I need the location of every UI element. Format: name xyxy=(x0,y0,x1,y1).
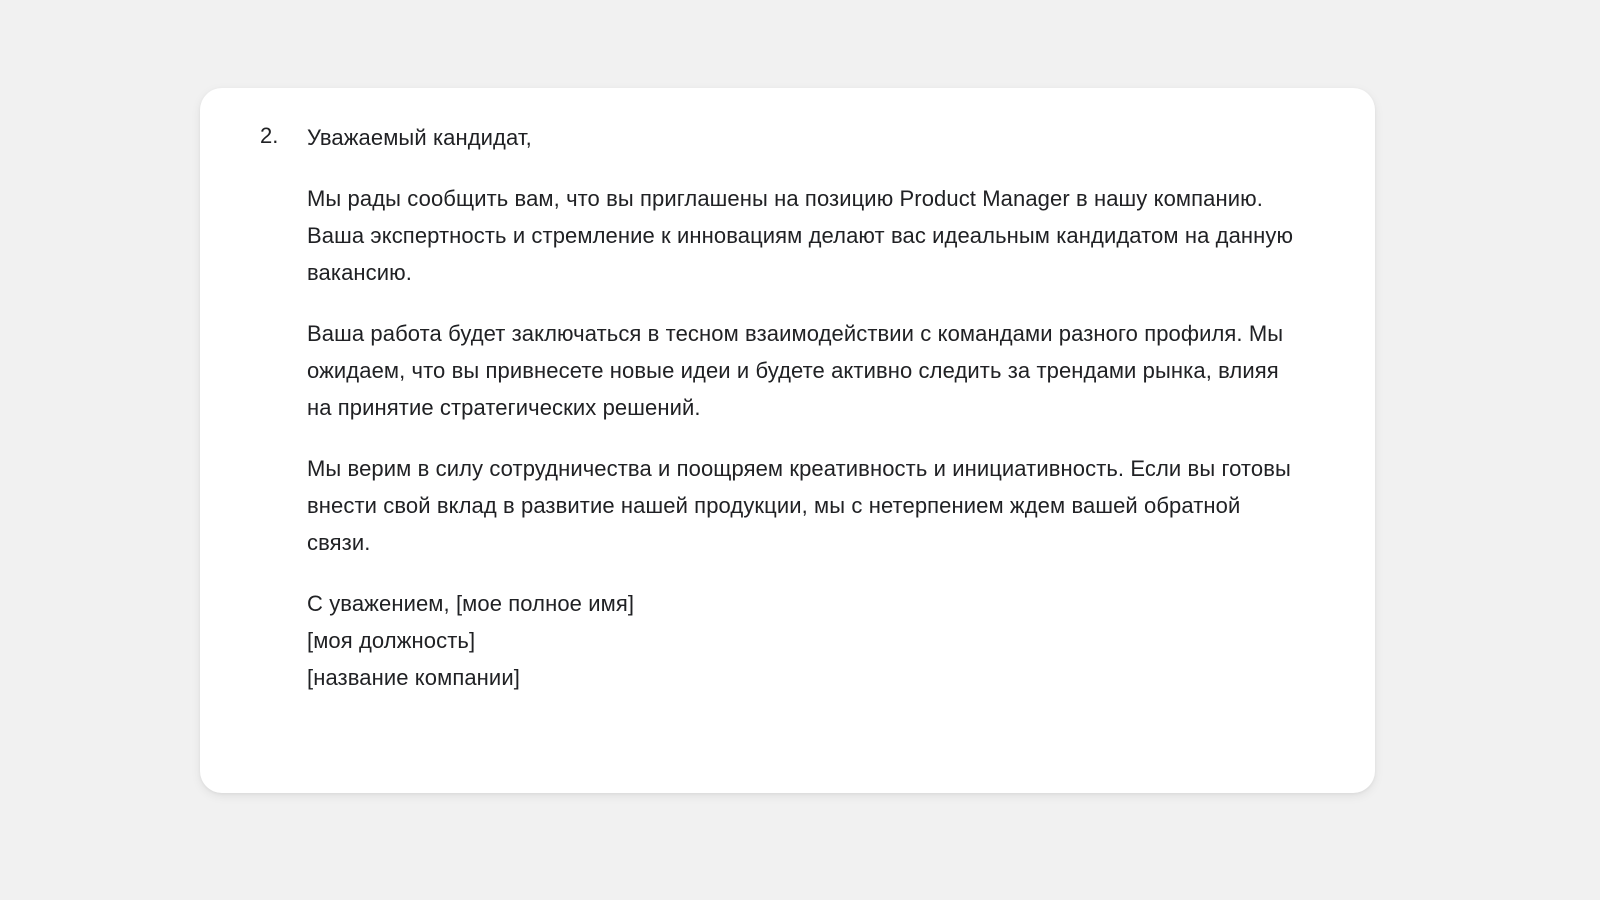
greeting-text: Уважаемый кандидат, xyxy=(307,125,532,150)
body-paragraph-2: Ваша работа будет заключаться в тесном взаимодействии с командами разного профиля. Мы ожидаем, что вы привнесете новые идеи и будете активно следить за трендами рынка, влияя на принятие стратегических решений. xyxy=(307,321,1284,420)
document-card xyxy=(200,88,1375,793)
body-paragraph-1: Мы рады сообщить вам, что вы приглашены на позицию Product Manager в нашу компанию. Ваша экспертность и стремление к инновациям делают вас идеальным кандидатом на данную вакансию. xyxy=(307,186,1294,285)
signature-block xyxy=(307,585,1297,696)
list-item xyxy=(200,88,1375,696)
numbered-list xyxy=(200,88,1375,696)
signature-line-company: [название компании] xyxy=(307,665,520,690)
body-paragraph-3: Мы верим в силу сотрудничества и поощряем креативность и инициативность. Если вы готовы внести свой вклад в развитие нашей продукции, мы с нетерпением ждем вашей обратной связи. xyxy=(307,456,1291,555)
list-item-marker: 2. xyxy=(260,123,279,148)
signature-line-name: С уважением, [мое полное имя] xyxy=(307,591,635,616)
signature-line-title: [моя должность] xyxy=(307,628,476,653)
